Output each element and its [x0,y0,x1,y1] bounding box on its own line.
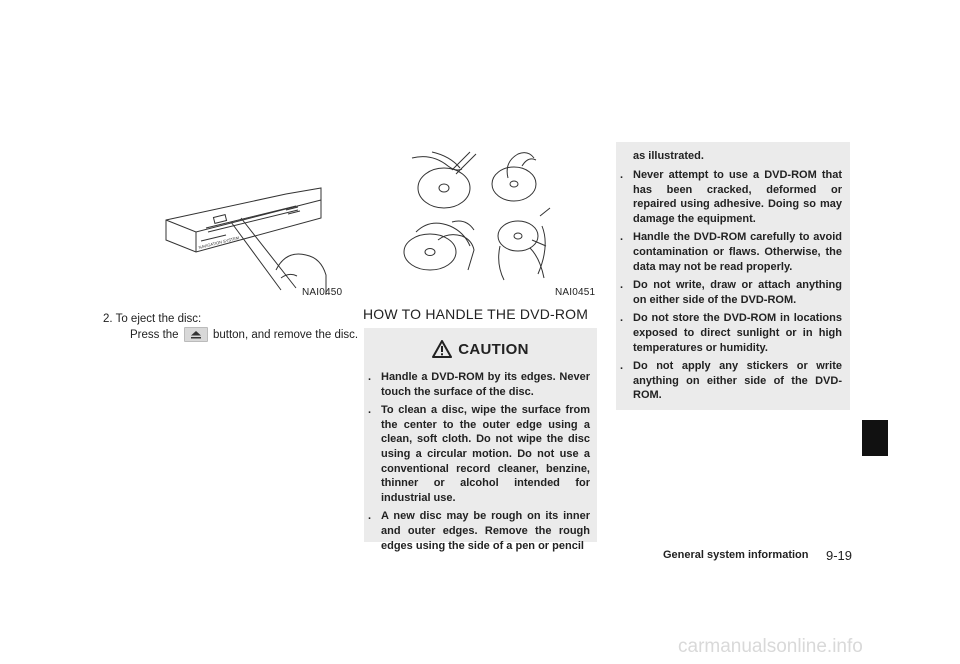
chapter-tab [862,420,888,456]
disc-handling-illustration [392,148,592,288]
eject-step-line1: 2. To eject the disc: [103,313,202,325]
caution-heading [364,336,597,362]
dvd-player-illustration [136,160,346,295]
caution-box [364,328,597,552]
figure-label-left: NAI0450 [302,287,343,298]
section-title: HOW TO HANDLE THE DVD-ROM [363,306,589,322]
player-tiny-label: NAVIGATION SYSTEM [198,235,240,250]
caution-item: . To clean a disc, wipe the surface from the center to the outer edge using a clean, soft cloth. Do not wipe the disc using a circular motion. Do not use a conventional record cleaner, benzine, thinner or alcohol intended for industrial use. [368,404,590,504]
eject-step-rest: button, and remove the disc. [212,329,359,341]
warning-triangle-icon [432,340,452,358]
caution-item: . Do not write, draw or attach anything on either side of the DVD-ROM. [620,279,842,306]
figure-label-right: NAI0451 [555,287,596,298]
eject-step [103,312,359,343]
eject-button-icon [184,327,208,342]
caution-item: . Do not store the DVD-ROM in locations exposed to direct sunlight or in high temperatures or humidity. [620,312,842,354]
caution-item: . A new disc may be rough on its inner and outer edges. Remove the rough edges using the side of a pen or pencil [368,510,590,552]
eject-step-press: Press the [130,329,179,341]
caution-continued-text: as illustrated. [633,150,704,162]
footer-section-name: General system information [663,549,809,561]
caution-title: CAUTION [458,340,529,358]
caution-box-continued [616,142,850,410]
footer-page-number: 9-19 [826,548,853,563]
watermark: carmanualsonline.info [678,636,863,657]
caution-list-continued [620,168,842,407]
eject-step-line2 [103,327,359,343]
caution-item: . Handle the DVD-ROM carefully to avoid contamination or flaws. Otherwise, the data may not be read properly. [620,231,842,273]
caution-item: . Do not apply any stickers or write anything on either side of the DVD-ROM. [620,360,842,402]
caution-list [368,370,590,557]
caution-item: . Handle a DVD-ROM by its edges. Never touch the surface of the disc. [368,371,590,398]
caution-item: . Never attempt to use a DVD-ROM that has been cracked, deformed or repaired using adhesive. Doing so may damage the equipment. [620,169,842,225]
